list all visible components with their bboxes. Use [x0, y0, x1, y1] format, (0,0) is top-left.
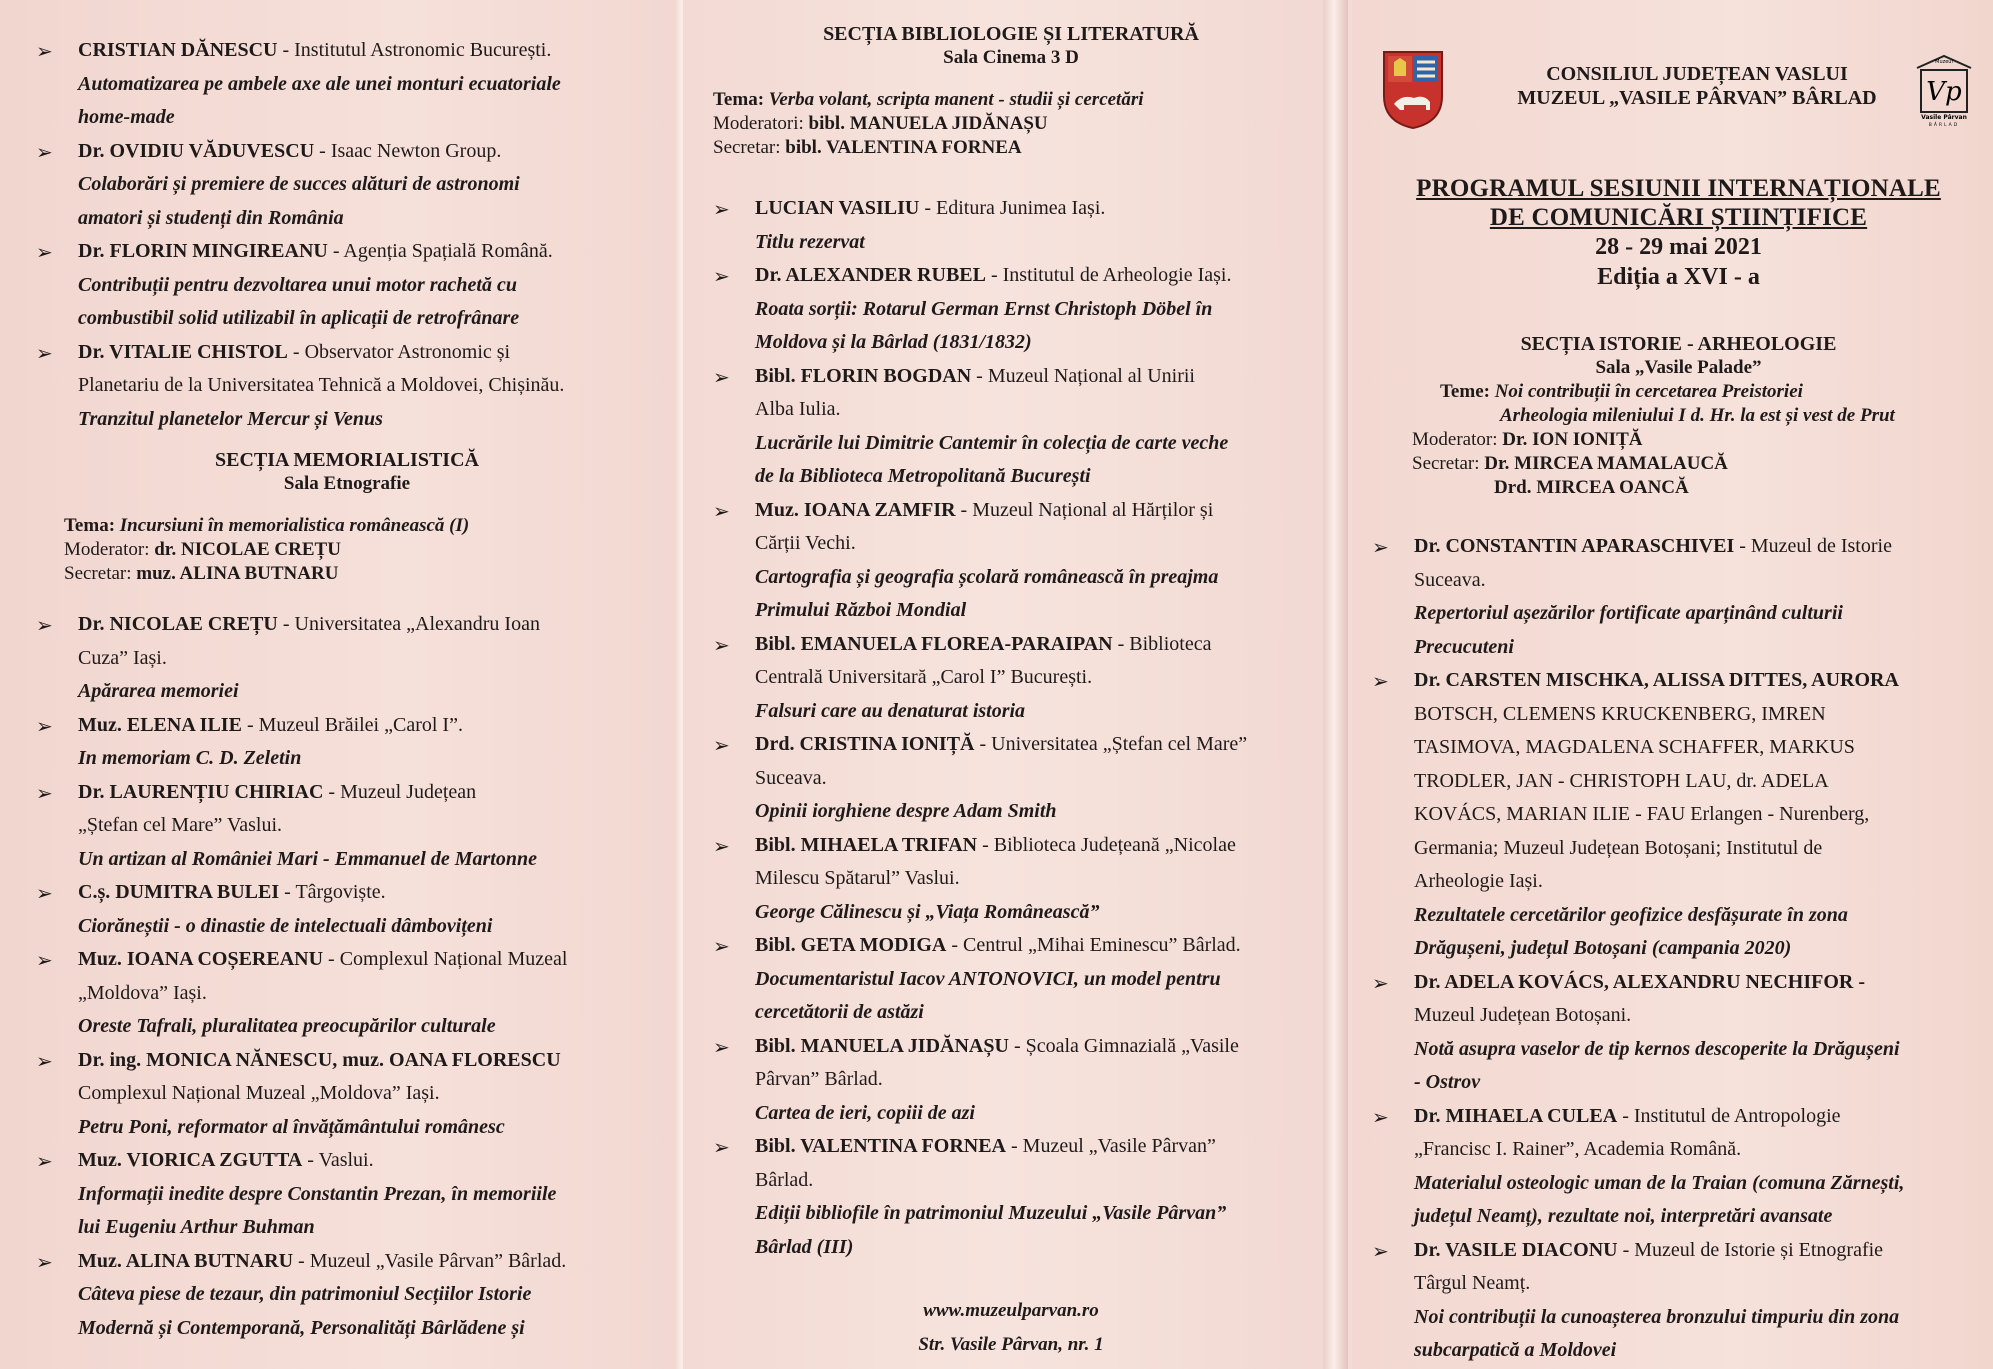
bullet-arrow-icon: ➢: [713, 364, 730, 389]
speaker-affiliation: Dr. OVIDIU VĂDUVESCU - Isaac Newton Group.: [78, 139, 502, 162]
section-secretary-2: Drd. MIRCEA OANCĂ: [1494, 477, 1689, 498]
bullet-arrow-icon: ➢: [713, 632, 730, 657]
section-title: SECȚIA MEMORIALISTICĂ: [215, 449, 479, 471]
speaker-affiliation: Bibl. EMANUELA FLOREA-PARAIPAN - Biblioteca: [755, 632, 1212, 655]
speaker-affiliation: Pârvan” Bârlad.: [755, 1068, 883, 1090]
section-moderator: Moderator: dr. NICOLAE CREȚU: [64, 539, 341, 560]
paper-title: Un artizan al României Mari - Emmanuel de Martonne: [78, 847, 537, 870]
speaker-affiliation: Cărții Vechi.: [755, 532, 856, 554]
county-crest-icon: [1382, 50, 1444, 130]
speaker-entry: [1372, 1100, 1985, 1234]
speaker-entry: [1372, 966, 1985, 1100]
paper-title: Colaborări și premiere de succes alături de astronomi: [78, 173, 520, 195]
paper-title: Cartea de ieri, copiii de azi: [755, 1101, 975, 1124]
speaker-affiliation: Dr. CARSTEN MISCHKA, ALISSA DITTES, AURORA: [1414, 669, 1899, 691]
speaker-entry: [713, 192, 1309, 259]
entries-astronomy: [36, 34, 658, 436]
section-secretary: Secretar: bibl. VALENTINA FORNEA: [713, 137, 1022, 158]
paper-title: amatori și studenți din România: [78, 206, 344, 229]
paper-title: Materialul osteologic uman de la Traian (comuna Zărnești,: [1414, 1171, 1905, 1194]
paper-title: Modernă și Contemporană, Personalități Bârlădene și: [78, 1316, 525, 1339]
speaker-affiliation: Târgul Neamț.: [1414, 1272, 1531, 1294]
speaker-affiliation: Dr. MIHAELA CULEA - Institutul de Antropologie: [1414, 1104, 1841, 1127]
bullet-arrow-icon: ➢: [36, 780, 53, 805]
speaker-affiliation: Arheologie Iași.: [1414, 870, 1543, 892]
speaker-entry: [713, 628, 1309, 729]
bullet-arrow-icon: ➢: [36, 713, 53, 738]
paper-title: Primului Război Mondial: [755, 599, 967, 621]
speaker-affiliation: C.ș. DUMITRA BULEI - Târgoviște.: [78, 881, 386, 903]
paper-title: Ediții bibliofile în patrimoniul Muzeului „Vasile Pârvan”: [755, 1202, 1227, 1224]
bullet-arrow-icon: ➢: [1372, 1104, 1389, 1129]
institution-name: CONSILIUL JUDEȚEAN VASLUI MUZEUL „VASILE PÂRVAN” BÂRLAD: [1517, 63, 1877, 109]
bullet-arrow-icon: ➢: [713, 498, 730, 523]
speaker-affiliation: Muz. VIORICA ZGUTTA - Vaslui.: [78, 1149, 374, 1171]
bullet-arrow-icon: ➢: [36, 340, 53, 365]
speaker-affiliation: KOVÁCS, MARIAN ILIE - FAU Erlangen - Nurenberg,: [1414, 803, 1870, 825]
paper-title: Rezultatele cercetărilor geofizice desfășurate în zona: [1414, 903, 1848, 926]
paper-title: combustibil solid utilizabil în aplicații de retrofrânare: [78, 307, 520, 329]
bullet-arrow-icon: ➢: [36, 240, 53, 264]
speaker-entry: [36, 776, 658, 877]
speaker-entry: [36, 1245, 658, 1346]
program-title-line1: PROGRAMUL SESIUNII INTERNAȚIONALE: [1416, 175, 1941, 202]
panel-right: [1352, 0, 1993, 1369]
bullet-arrow-icon: ➢: [36, 139, 53, 164]
speaker-affiliation: Dr. ALEXANDER RUBEL - Institutul de Arheologie Iași.: [755, 264, 1232, 286]
paper-title: Noi contribuții la cunoașterea bronzului timpuriu din zona: [1414, 1305, 1900, 1328]
paper-title: Cartografia și geografia școlară românească în preajma: [755, 565, 1219, 588]
speaker-affiliation: Muz. IOANA ZAMFIR - Muzeul Național al Hărților și: [755, 498, 1214, 521]
paper-title: Drăgușeni, județul Botoșani (campania 2020): [1414, 937, 1792, 959]
speaker-affiliation: Dr. FLORIN MINGIREANU - Agenția Spațială Română.: [78, 240, 553, 262]
logo-subtext: BÂRLAD: [1928, 123, 1960, 128]
bullet-arrow-icon: ➢: [713, 934, 730, 958]
paper-title: Ciorăneștii - o dinastie de intelectuali dâmbovițeni: [78, 914, 493, 937]
speaker-affiliation: Bibl. GETA MODIGA - Centrul „Mihai Eminescu” Bârlad.: [755, 934, 1241, 956]
paper-title: Câteva piese de tezaur, din patrimoniul Secțiilor Istorie: [78, 1283, 532, 1305]
paper-title: George Călinescu și „Viața Românească”: [755, 900, 1100, 923]
panel-left: [0, 0, 676, 1369]
paper-title: Petru Poni, reformator al învățământului românesc: [78, 1115, 505, 1138]
logo-top-text: Muzeul: [1935, 59, 1953, 65]
speaker-affiliation: Dr. LAURENȚIU CHIRIAC - Muzeul Județean: [78, 780, 477, 803]
speaker-entry: [713, 360, 1309, 494]
address: Str. Vasile Pârvan, nr. 1: [918, 1334, 1104, 1355]
speaker-affiliation: Alba Iulia.: [755, 398, 841, 420]
speaker-affiliation: Complexul Național Muzeal „Moldova” Iași.: [78, 1082, 440, 1104]
speaker-affiliation: Germania; Muzeul Județean Botoșani; Institutul de: [1414, 836, 1823, 859]
speaker-entry: [1372, 664, 1985, 966]
bullet-arrow-icon: ➢: [1372, 669, 1389, 693]
paper-title: home-made: [78, 106, 175, 128]
speaker-affiliation: Muz. IOANA COȘEREANU - Complexul Național Muzeal: [78, 948, 568, 970]
bullet-arrow-icon: ➢: [713, 1034, 730, 1059]
speaker-entry: [713, 494, 1309, 628]
paper-title: Informații inedite despre Constantin Prezan, în memoriile: [78, 1182, 557, 1205]
header: [1372, 42, 1985, 162]
bullet-arrow-icon: ➢: [713, 197, 730, 221]
speaker-affiliation: Dr. VITALIE CHISTOL - Observator Astronomic și: [78, 340, 511, 363]
speaker-entry: [1372, 1234, 1985, 1368]
paper-title: Automatizarea pe ambele axe ale unei monturi ecuatoriale: [78, 72, 561, 95]
speaker-entry: [36, 135, 658, 236]
paper-title: Falsuri care au denaturat istoria: [755, 699, 1026, 722]
paper-title: Apărarea memoriei: [78, 680, 239, 702]
bullet-arrow-icon: ➢: [713, 833, 730, 858]
speaker-entry: [36, 943, 658, 1044]
speaker-entry: [713, 728, 1309, 829]
section-themes: Teme: Noi contribuții în cercetarea Preistoriei: [1440, 381, 1803, 402]
paper-title: județul Neamț), rezultate noi, interpretări avansate: [1414, 1205, 1833, 1227]
speaker-affiliation: „Ștefan cel Mare” Vaslui.: [78, 814, 282, 836]
paper-title: Moldova și la Bârlad (1831/1832): [755, 331, 1032, 353]
speaker-entry: [713, 259, 1309, 360]
bullet-arrow-icon: ➢: [36, 1048, 53, 1073]
bullet-arrow-icon: ➢: [36, 881, 53, 905]
section-title: SECȚIA ISTORIE - ARHEOLOGIE: [1520, 333, 1837, 355]
speaker-affiliation: Bibl. VALENTINA FORNEA - Muzeul „Vasile Pârvan”: [755, 1135, 1216, 1157]
speaker-affiliation: „Moldova” Iași.: [78, 981, 207, 1004]
speaker-affiliation: Cuza” Iași.: [78, 646, 167, 669]
bullet-arrow-icon: ➢: [36, 613, 53, 637]
section-theme: Tema: Incursiuni în memorialistica românească (I): [64, 515, 470, 536]
speaker-affiliation: Drd. CRISTINA IONIȚĂ - Universitatea „Ștefan cel Mare”: [755, 733, 1248, 755]
paper-title: Documentaristul Iacov ANTONOVICI, un model pentru: [755, 967, 1221, 990]
speaker-entry: [713, 929, 1309, 1030]
speaker-affiliation: Bibl. FLORIN BOGDAN - Muzeul Național al Unirii: [755, 364, 1195, 387]
paper-title: Notă asupra vaselor de tip kernos descoperite la Drăgușeni: [1414, 1037, 1900, 1060]
paper-title: Precucuteni: [1414, 635, 1514, 658]
speaker-affiliation: „Francisc I. Rainer”, Academia Română.: [1414, 1138, 1742, 1160]
entries-istorie: [1372, 530, 1985, 1368]
museum-logo-icon: [1911, 52, 1977, 128]
speaker-affiliation: Centrală Universitară „Carol I” București.: [755, 666, 1093, 688]
paper-title: lui Eugeniu Arthur Buhman: [78, 1216, 315, 1238]
speaker-affiliation: Bibl. MIHAELA TRIFAN - Biblioteca Județeană „Nicolae: [755, 833, 1236, 856]
speaker-affiliation: Planetariu de la Universitatea Tehnică a Moldovei, Chișinău.: [78, 374, 565, 396]
bullet-arrow-icon: ➢: [1372, 970, 1389, 995]
bullet-arrow-icon: ➢: [36, 948, 53, 972]
speaker-affiliation: Dr. NICOLAE CREȚU - Universitatea „Alexandru Ioan: [78, 613, 540, 635]
svg-text:Vp: Vp: [1926, 77, 1962, 107]
speaker-entry: [36, 336, 658, 437]
speaker-entry: [36, 1144, 658, 1245]
speaker-affiliation: Bârlad.: [755, 1168, 814, 1191]
section-room: Sala Cinema 3 D: [943, 47, 1079, 68]
paper-title: - Ostrov: [1414, 1071, 1481, 1093]
speaker-entry: [36, 235, 658, 336]
bullet-arrow-icon: ➢: [713, 264, 730, 288]
paper-title: subcarpatică a Moldovei: [1414, 1339, 1617, 1361]
speaker-affiliation: CRISTIAN DĂNESCU - Institutul Astronomic București.: [78, 39, 552, 61]
speaker-affiliation: Dr. ADELA KOVÁCS, ALEXANDRU NECHIFOR -: [1414, 970, 1865, 993]
speaker-affiliation: TRODLER, JAN - CHRISTOPH LAU, dr. ADELA: [1414, 769, 1829, 792]
speaker-entry: [36, 709, 658, 776]
speaker-affiliation: TASIMOVA, MAGDALENA SCHAFFER, MARKUS: [1414, 736, 1855, 758]
paper-title: cercetătorii de astăzi: [755, 1001, 924, 1023]
speaker-affiliation: Dr. VASILE DIACONU - Muzeul de Istorie și Etnografie: [1414, 1238, 1884, 1261]
bullet-arrow-icon: ➢: [36, 1249, 53, 1274]
section-secretary: Secretar: Dr. MIRCEA MAMALAUCĂ: [1412, 453, 1728, 474]
speaker-affiliation: Dr. ing. MONICA NĂNESCU, muz. OANA FLORESCU: [78, 1048, 561, 1071]
paper-title: Roata sorții: Rotarul German Ernst Christoph Döbel în: [755, 297, 1213, 320]
paper-title: de la Biblioteca Metropolitană București: [755, 465, 1091, 487]
program-title-line2: DE COMUNICĂRI ȘTIINȚIFICE: [1489, 204, 1868, 231]
speaker-affiliation: Muz. ELENA ILIE - Muzeul Brăilei „Carol I”.: [78, 713, 463, 736]
paper-title: Opinii iorghiene despre Adam Smith: [755, 800, 1057, 822]
speaker-entry: [713, 1130, 1309, 1264]
speaker-entry: [36, 34, 658, 135]
speaker-entry: [1372, 530, 1985, 664]
paper-title: Titlu rezervat: [755, 230, 865, 253]
speaker-affiliation: Dr. CONSTANTIN APARASCHIVEI - Muzeul de Istorie: [1414, 535, 1892, 557]
bullet-arrow-icon: ➢: [713, 733, 730, 757]
section-theme: Tema: Verba volant, scripta manent - studii și cercetări: [713, 89, 1144, 110]
section-title: SECȚIA BIBLIOLOGIE ȘI LITERATURĂ: [823, 23, 1199, 45]
logo-text: Vasile Pârvan: [1921, 114, 1967, 121]
speaker-affiliation: LUCIAN VASILIU - Editura Junimea Iași.: [755, 197, 1106, 219]
paper-title: Repertoriul așezărilor fortificate aparținând culturii: [1414, 602, 1843, 624]
bullet-arrow-icon: ➢: [1372, 535, 1389, 559]
bullet-arrow-icon: ➢: [36, 1149, 53, 1173]
entries-memorialistica: [36, 608, 658, 1345]
session-dates: 28 - 29 mai 2021: [1595, 234, 1762, 260]
speaker-affiliation: Suceava.: [755, 766, 827, 789]
speaker-entry: [36, 876, 658, 943]
section-moderator: Moderatori: bibl. MANUELA JIDĂNAȘU: [713, 113, 1048, 134]
speaker-entry: [36, 608, 658, 709]
speaker-affiliation: Bibl. MANUELA JIDĂNAȘU - Școala Gimnazială „Vasile: [755, 1034, 1239, 1057]
speaker-entry: [713, 1030, 1309, 1131]
paper-title: Tranzitul planetelor Mercur și Venus: [78, 407, 383, 430]
fold-shadow: [1320, 0, 1348, 1369]
section-room: Sala Etnografie: [283, 473, 411, 494]
section-moderator: Moderator: Dr. ION IONIȚĂ: [1412, 429, 1643, 450]
section-secretary: Secretar: muz. ALINA BUTNARU: [64, 563, 339, 584]
speaker-affiliation: Milescu Spătarul” Vaslui.: [755, 867, 960, 889]
entries-bibliologie: [713, 192, 1309, 1264]
paper-title: Lucrările lui Dimitrie Cantemir în colecția de carte veche: [755, 431, 1229, 454]
speaker-entry: [713, 829, 1309, 930]
paper-title: In memoriam C. D. Zeletin: [78, 747, 302, 769]
speaker-affiliation: Muzeul Județean Botoșani.: [1414, 1004, 1632, 1026]
speaker-entry: [36, 1044, 658, 1145]
speaker-affiliation: Suceava.: [1414, 568, 1486, 591]
paper-title: Bârlad (III): [755, 1235, 854, 1258]
speaker-affiliation: Muz. ALINA BUTNARU - Muzeul „Vasile Pârvan” Bârlad.: [78, 1249, 567, 1272]
section-room: Sala „Vasile Palade”: [1595, 357, 1762, 378]
panel-middle: [683, 0, 1323, 1369]
bullet-arrow-icon: ➢: [36, 39, 53, 63]
speaker-affiliation: BOTSCH, CLEMENS KRUCKENBERG, IMREN: [1414, 702, 1826, 725]
paper-title: Contribuții pentru dezvoltarea unui motor rachetă cu: [78, 273, 517, 296]
session-edition: Ediția a XVI - a: [1597, 264, 1760, 290]
section-theme-2: Arheologia mileniului I d. Hr. la est și vest de Prut: [1500, 405, 1895, 426]
bullet-arrow-icon: ➢: [1372, 1238, 1389, 1263]
website-link[interactable]: www.muzeulparvan.ro: [923, 1300, 1099, 1321]
paper-title: Oreste Tafrali, pluralitatea preocupărilor culturale: [78, 1015, 496, 1037]
bullet-arrow-icon: ➢: [713, 1135, 730, 1159]
